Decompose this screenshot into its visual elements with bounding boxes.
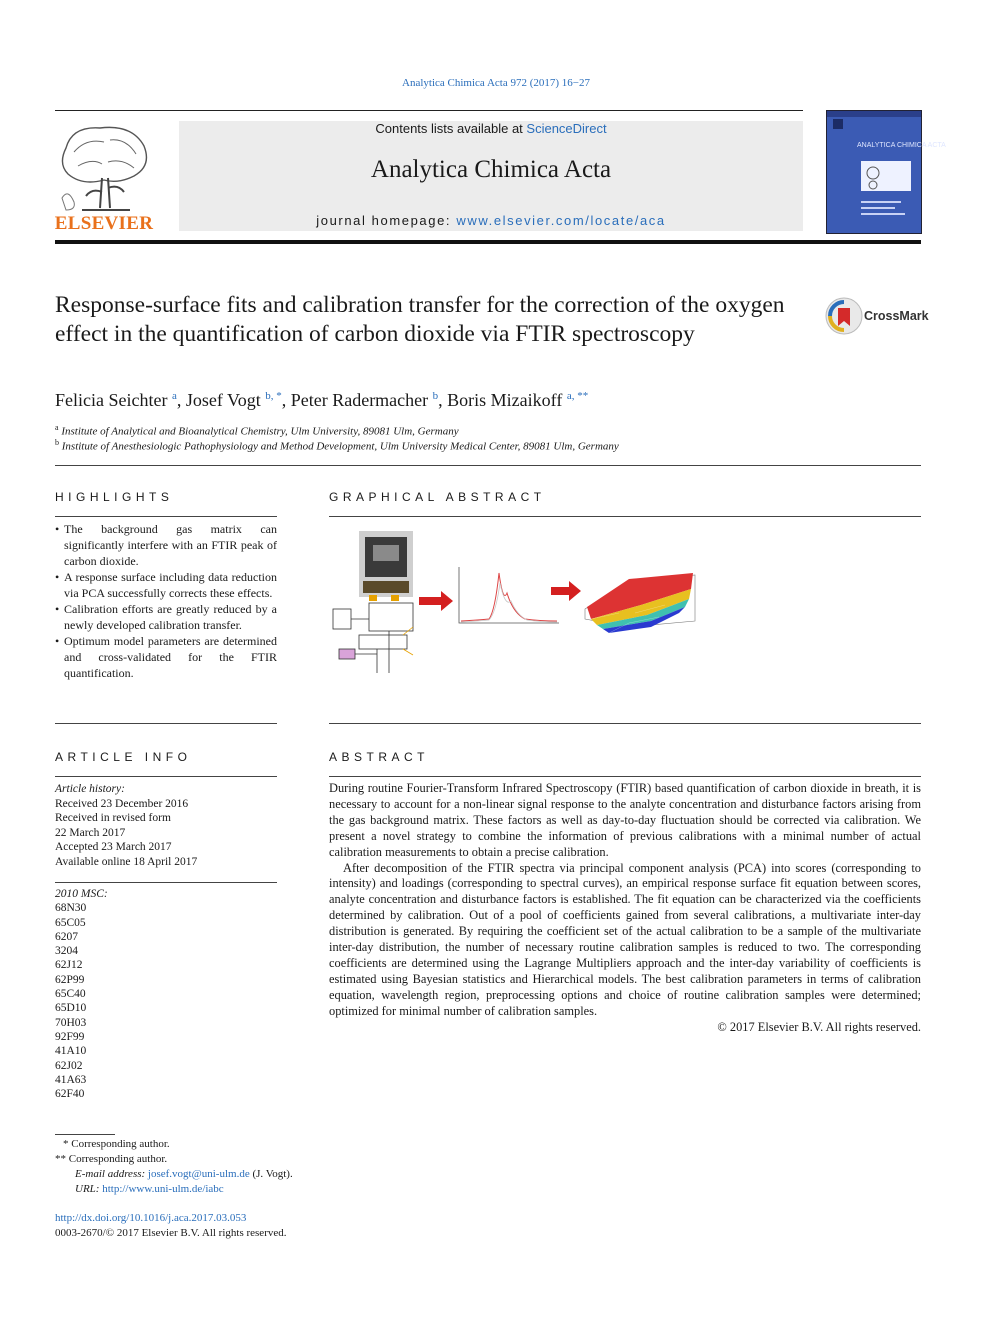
- history-received: Received 23 December 2016: [55, 797, 189, 810]
- msc-code: 62F40: [55, 1088, 85, 1101]
- homepage-link[interactable]: www.elsevier.com/locate/aca: [456, 213, 666, 228]
- msc-code: 92F99: [55, 1030, 85, 1043]
- sciencedirect-link[interactable]: ScienceDirect: [526, 121, 607, 136]
- contents-line: [179, 121, 803, 136]
- footnote-corresponding-1: * Corresponding author.: [63, 1138, 170, 1150]
- crossmark-icon[interactable]: [824, 296, 864, 336]
- affiliation-text: Institute of Analytical and Bioanalytical Chemistry, Ulm University, 89081 Ulm, Germany: [61, 425, 459, 438]
- msc-code: 62J02: [55, 1059, 83, 1072]
- author-affil-mark[interactable]: a: [171, 390, 177, 402]
- section-rule: [55, 882, 277, 883]
- msc-label: 2010 MSC:: [55, 888, 108, 900]
- homepage-line: [179, 213, 803, 228]
- affiliation-mark: a: [55, 423, 59, 432]
- highlight-item: • Calibration efforts are greatly reduced by a newly developed calibration transfer.: [55, 601, 277, 633]
- section-rule: [329, 776, 921, 777]
- msc-code: 6207: [55, 930, 78, 943]
- msc-code: 3204: [55, 945, 78, 958]
- affiliation-rule: [55, 465, 921, 466]
- arrow-icon: [551, 581, 581, 601]
- section-rule: [55, 776, 277, 777]
- graphical-abstract-figure[interactable]: [329, 523, 921, 718]
- msc-code: 41A10: [55, 1045, 87, 1058]
- author-affil-mark[interactable]: b: [432, 390, 439, 402]
- abstract-heading: ABSTRACT: [329, 750, 430, 764]
- msc-code: 62P99: [55, 973, 85, 986]
- history-label: Article history:: [55, 783, 125, 795]
- url-label: URL:: [75, 1183, 100, 1195]
- cover-title: ANALYTICA CHIMICA ACTA: [857, 142, 946, 149]
- highlight-item: • Optimum model parameters are determined and cross-validated for the FTIR quantification.: [55, 633, 277, 681]
- abstract-paragraph: After decomposition of the FTIR spectra via principal component analysis (PCA) into scores (corresponding to intensity) and loadings (corresponding to spectral curves), an empirical response surface fit equation between scores, analyte concentration and disturbance factors is established. The fit equation can be characterized via the coefficients determined by calibration. Out of a pool of coefficients gained from several calibrations, a multivariate inter-day distribution is generated. By requiring the coefficient set of the actual calibration to be a sample of the multivariate inter-day distribution, the number of necessary routine calibration samples is reduced to two. The corresponding coefficients are determined using the Lagrange Multipliers approach and the inter-day variability of coefficients is estimated using Bayesian statistics and Hierarchical models. The best calibration parameters in terms of calibration equation, wavelength region, preprocessing options and choice of routine calibration samples were determined; optimized for minimal number of calibration samples.: [329, 860, 921, 1018]
- header-thick-rule: [55, 240, 921, 244]
- email-suffix: (J. Vogt).: [249, 1168, 293, 1180]
- highlight-item: • A response surface including data reduction via PCA successfully corrects these effects.: [55, 569, 277, 601]
- journal-title: Analytica Chimica Acta: [370, 156, 612, 183]
- abstract-paragraph: During routine Fourier-Transform Infrared Spectroscopy (FTIR) based quantification of carbon dioxide in breath, it is necessary to account for a non-linear signal response to the analyte concentration and disturbance factors arising from the gas background matrix. These factors as well as day-to-day fluctuation should be corrected via calibration. We present a novel strategy to combine the information of previous calibrations with a minimal number of actual calibration measurements to obtain a precise calibration.: [329, 781, 921, 859]
- footnote-rule: [55, 1134, 115, 1135]
- footnotes: [55, 1137, 293, 1197]
- issn-copyright: 0003-2670/© 2017 Elsevier B.V. All rights reserved.: [55, 1227, 287, 1239]
- affiliation-mark: b: [55, 438, 59, 447]
- affiliation-text: Institute of Anesthesiologic Pathophysiology and Method Development, Ulm University Medical Center, 89081 Ulm, Germany: [61, 440, 619, 453]
- response-surface-plot: [585, 573, 695, 633]
- section-rule: [329, 723, 921, 724]
- spectrum-plot: [459, 567, 559, 623]
- author-name[interactable]: Peter Radermacher: [290, 390, 429, 410]
- highlight-item: • The background gas matrix can significantly interfere with an FTIR peak of carbon dioxide.: [55, 521, 277, 569]
- msc-code: 70H03: [55, 1016, 87, 1029]
- setup-schematic: [333, 603, 413, 673]
- msc-code: 65D10: [55, 1002, 87, 1015]
- msc-code: 68N30: [55, 902, 87, 915]
- section-rule: [329, 516, 921, 517]
- elsevier-wordmark: ELSEVIER: [54, 213, 154, 234]
- article-title: Response-surface fits and calibration transfer for the correction of the oxygen effect in the quantification of carbon dioxide via FTIR spectroscopy: [55, 292, 785, 347]
- crossmark-label[interactable]: CrossMark: [864, 309, 929, 323]
- url-link[interactable]: http://www.uni-ulm.de/iabc: [102, 1183, 224, 1195]
- homepage-prefix: journal homepage:: [316, 213, 457, 228]
- journal-citation[interactable]: Analytica Chimica Acta 972 (2017) 16−27: [402, 77, 590, 89]
- email-label: E-mail address:: [75, 1168, 146, 1180]
- doi-link[interactable]: http://dx.doi.org/10.1016/j.aca.2017.03.053: [55, 1212, 247, 1224]
- history-revised: Received in revised form: [55, 812, 171, 825]
- history-online: Available online 18 April 2017: [55, 855, 198, 868]
- email-link[interactable]: josef.vogt@uni-ulm.de: [147, 1168, 250, 1180]
- affiliation-a: [55, 423, 459, 438]
- affiliation-b: [55, 438, 619, 453]
- abstract-body: [329, 781, 921, 1036]
- history-revised-date: 22 March 2017: [55, 826, 126, 839]
- contents-prefix: Contents lists available at: [375, 121, 527, 136]
- article-info-heading: ARTICLE INFO: [55, 750, 192, 764]
- footnote-corresponding-2: ** Corresponding author.: [55, 1153, 168, 1165]
- header-rule: [55, 110, 803, 111]
- journal-cover-thumbnail[interactable]: [826, 110, 946, 234]
- graphical-abstract-heading: GRAPHICAL ABSTRACT: [329, 490, 546, 504]
- author-name[interactable]: Josef Vogt: [185, 390, 261, 410]
- author-affil-mark[interactable]: a, **: [566, 390, 589, 402]
- author-list: Felicia Seichter $^a$, Josef Vogt $^{b, *}$, Peter Radermacher $^b$, Boris Mizaikoff $^{a, **}$: [55, 390, 589, 410]
- highlights-list: [55, 521, 277, 681]
- footnote-url: [55, 1182, 293, 1197]
- msc-code: 65C05: [55, 916, 86, 929]
- msc-code: 62J12: [55, 959, 83, 972]
- article-history: [55, 782, 277, 870]
- author-name[interactable]: Felicia Seichter: [55, 390, 168, 410]
- section-rule: [55, 723, 277, 724]
- history-accepted: Accepted 23 March 2017: [55, 841, 172, 854]
- author-name[interactable]: Boris Mizaikoff: [447, 390, 563, 410]
- highlights-heading: HIGHLIGHTS: [55, 490, 174, 504]
- instrument-photo: [359, 531, 413, 601]
- msc-code: 65C40: [55, 988, 86, 1001]
- msc-codes: [55, 887, 277, 1101]
- author-affil-mark[interactable]: b, *: [265, 390, 282, 402]
- footnote-email: [55, 1167, 293, 1182]
- section-rule: [55, 516, 277, 517]
- arrow-icon: [419, 591, 453, 611]
- copyright-notice: © 2017 Elsevier B.V. All rights reserved.: [717, 1019, 921, 1034]
- msc-code: 41A63: [55, 1073, 87, 1086]
